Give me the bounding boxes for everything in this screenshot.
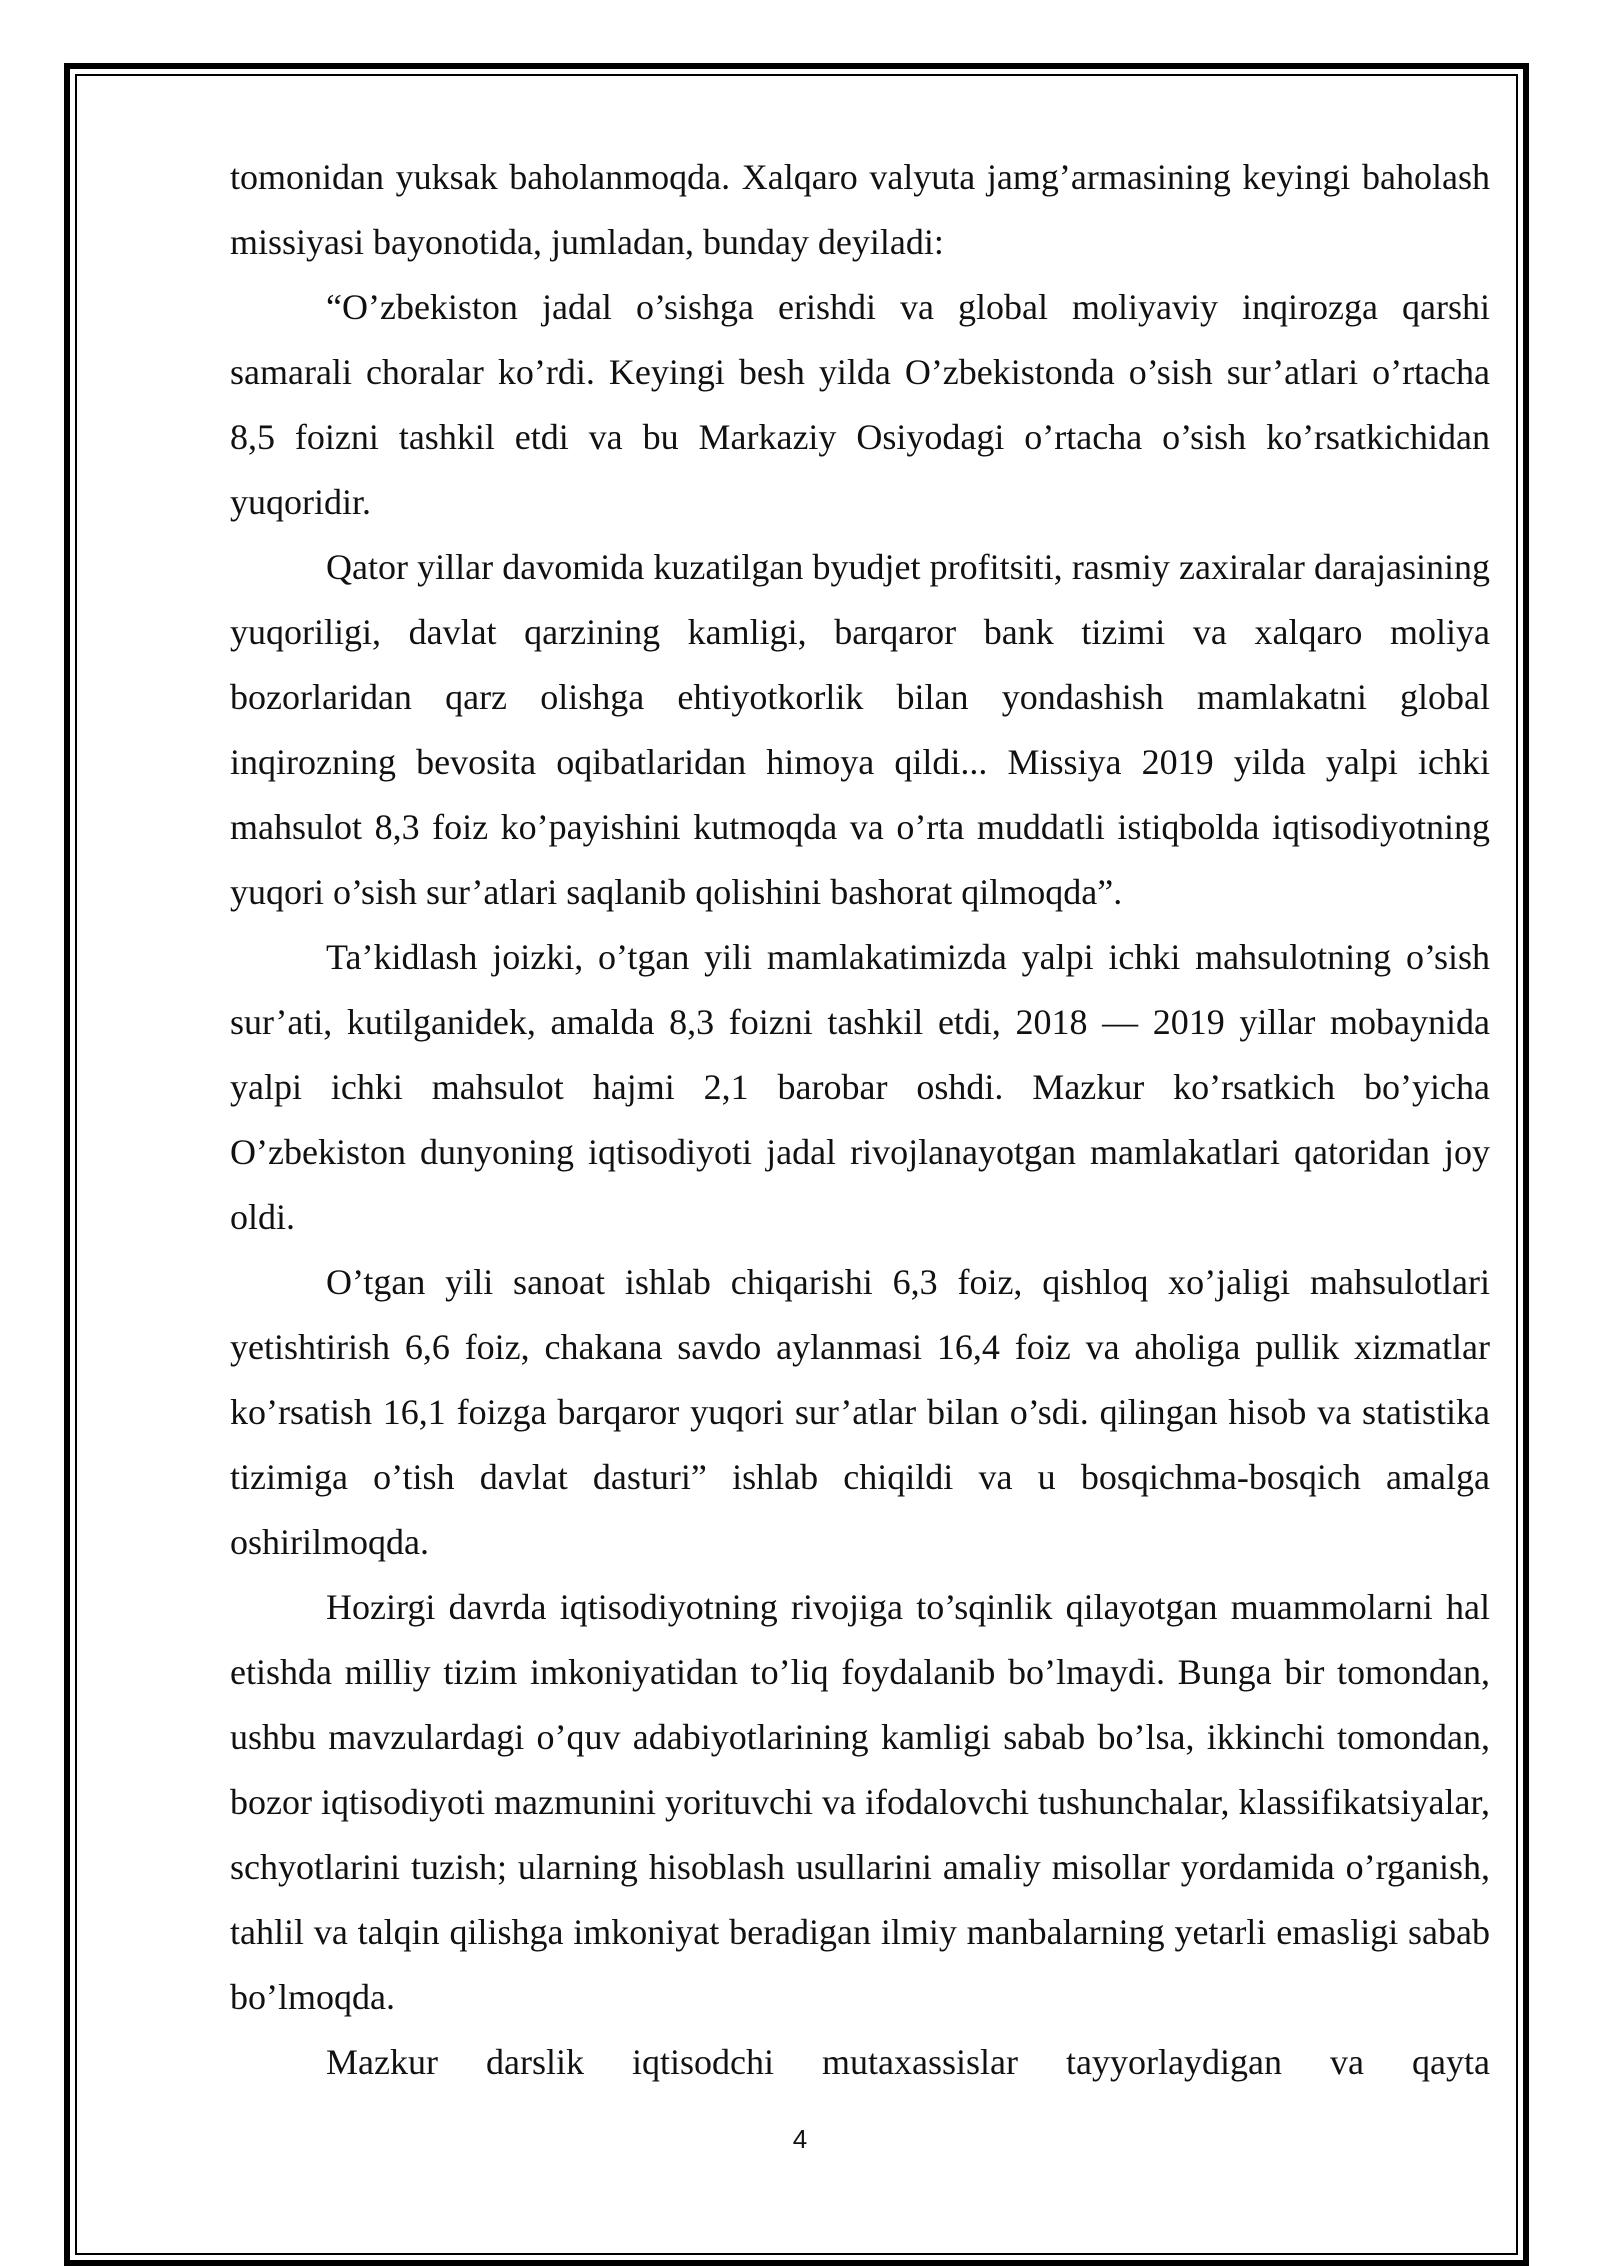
paragraph: Ta’kidlash joizki, o’tgan yili mamlakatimizda yalpi ichki mahsulotning o’sish sur’ati, kutilganidek, amalda 8,3 foizni tashkil etdi, 2018 — 2019 yillar mobaynida yalpi ichki mahsulot hajmi 2,1 barobar oshdi. Mazkur ko’rsatkich bo’yicha O’zbekiston dunyoning iqtisodiyoti jadal rivojlanayotgan mamlakatlari qatoridan joy oldi.	[230, 937, 1490, 1237]
paragraph: Qator yillar davomida kuzatilgan byudjet profitsiti, rasmiy zaxiralar darajasining yuqoriligi, davlat qarzining kamligi, barqaror bank tizimi va xalqaro moliya bozorlaridan qarz olishga ehtiyotkorlik bilan yondashish mamlakatni global inqirozning bevosita oqibatlaridan himoya qildi... Missiya 2019 yilda yalpi ichki mahsulot 8,3 foiz ko’payishini kutmoqda va o’rta muddatli istiqbolda iqtisodiyotning yuqori o’sish sur’atlari saqlanib qolishini bashorat qilmoqda”.	[230, 547, 1490, 912]
document-body	[230, 145, 1490, 2095]
page-number: 4	[792, 2124, 808, 2154]
quote-paragraph: “O’zbekiston jadal o’sishga erishdi va global moliyaviy inqirozga qarshi samarali choralar ko’rdi. Keyingi besh yilda O’zbekistonda o’sish sur’atlari o’rtacha 8,5 foizni tashkil etdi va bu Markaziy Osiyodagi o’rtacha o’sish ko’rsatkichidan yuqoridir.	[230, 287, 1490, 522]
paragraph: O’tgan yili sanoat ishlab chiqarishi 6,3 foiz, qishloq xo’jaligi mahsulotlari yetishtirish 6,6 foiz, chakana savdo aylanmasi 16,4 foiz va aholiga pullik xizmatlar ko’rsatish 16,1 foizga barqaror yuqori sur’atlar bilan o’sdi. qilingan hisob va statistika tizimiga o’tish davlat dasturi” ishlab chiqildi va u bosqichma-bosqich amalga oshirilmoqda.	[230, 1262, 1490, 1562]
paragraph: Hozirgi davrda iqtisodiyotning rivojiga to’sqinlik qilayotgan muammolarni hal etishda milliy tizim imkoniyatidan to’liq foydalanib bo’lmaydi. Bunga bir tomondan, ushbu mavzulardagi o’quv adabiyotlarining kamligi sabab bo’lsa, ikkinchi tomondan, bozor iqtisodiyoti mazmunini yorituvchi va ifodalovchi tushunchalar, klassifikatsiyalar, schyotlarini tuzish; ularning hisoblash usullarini amaliy misollar yordamida o’rganish, tahlil va talqin qilishga imkoniyat beradigan ilmiy manbalarning yetarli emasligi sabab bo’lmoqda.	[230, 1587, 1490, 2017]
paragraph: Mazkur darslik iqtisodchi mutaxassislar tayyorlaydigan va qayta	[326, 2042, 1490, 2082]
paragraph: tomonidan yuksak baholanmoqda. Xalqaro valyuta jamg’armasining keyingi baholash missiyasi bayonotida, jumladan, bunday deyiladi:	[230, 157, 1490, 262]
